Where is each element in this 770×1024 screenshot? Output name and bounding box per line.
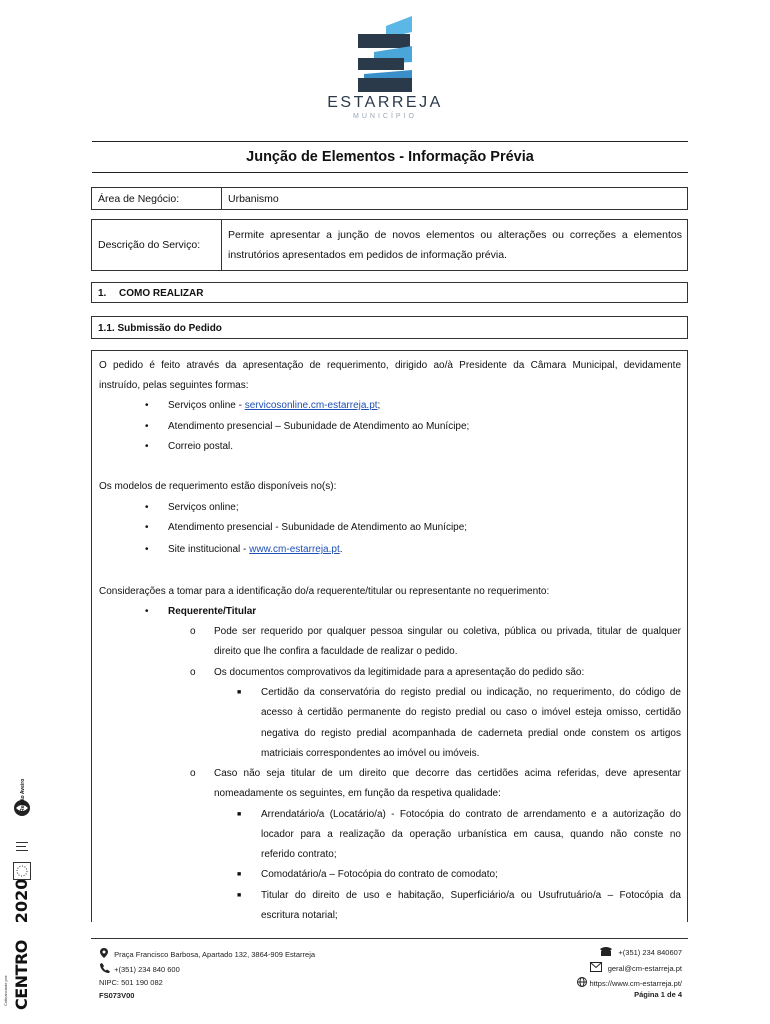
logo-name: ESTARREJA	[327, 94, 443, 111]
description-table	[91, 219, 688, 271]
footer-phone-row	[100, 963, 180, 974]
paragraph-intro-line1: O pedido é feito através da apresentação de requerimento, dirigido ao/à Presidente da Câmara Municipal, devidamente	[99, 360, 681, 371]
bullet-dot: •	[145, 606, 149, 617]
list-item-presencial: Atendimento presencial – Subunidade de Atendimento ao Munícipe;	[168, 421, 470, 432]
bullet-dot: •	[145, 421, 149, 432]
phone-icon	[100, 963, 110, 973]
estarreja-logo-mark	[354, 16, 416, 94]
list-item-online-models: Serviços online;	[168, 502, 239, 513]
year-logo-text: 2020	[12, 878, 31, 924]
quality-item1-line3: referido contrato;	[261, 849, 337, 860]
footer-phone-right-row	[520, 946, 682, 957]
site-institucional-link[interactable]: www.cm-estarreja.pt	[249, 544, 340, 555]
list-item-correio: Correio postal.	[168, 441, 234, 452]
footer-website-row	[520, 977, 682, 988]
footer-phone-right: +(351) 234 840607	[618, 948, 682, 957]
bullet-dot: •	[145, 400, 149, 411]
requerente-item1-line2: direito que lhe confira a faculdade de realizar o pedido.	[214, 646, 458, 657]
paragraph-models: Os modelos de requerimento estão disponíveis no(s):	[99, 481, 337, 492]
regiao-aveiro-text: Região Aveiro	[20, 778, 26, 812]
quality-item3-line2: escritura notarial;	[261, 910, 338, 921]
section-number: 1.	[98, 288, 107, 299]
area-value: Urbanismo	[228, 193, 279, 205]
title-rule-bottom	[92, 172, 688, 173]
subsection-header	[91, 316, 688, 339]
bullet-dot: •	[145, 544, 149, 555]
email-icon	[590, 962, 602, 972]
quality-item1-line2: locador para a realização da operação urbanística em causa, quando não conste no	[261, 829, 681, 840]
requerente-item3-line2: nomeadamente os seguintes, em função da respetiva qualidade:	[214, 788, 501, 799]
footer-email: geral@cm-estarreja.pt	[607, 964, 682, 973]
square-bullet: ■	[237, 811, 242, 818]
globe-icon	[577, 977, 587, 987]
centro2020-logo-group	[12, 879, 32, 1010]
footer-page-number: Página 1 de 4	[634, 990, 682, 999]
list-item-presencial-models: Atendimento presencial - Subunidade de Atendimento ao Munícipe;	[168, 522, 468, 533]
servicos-online-link[interactable]: servicosonline.cm-estarreja.pt	[244, 400, 378, 411]
footer-rule	[91, 938, 688, 939]
footer-address-row	[100, 948, 315, 959]
description-label: Descrição do Serviço:	[98, 239, 201, 251]
bullet-dot: •	[145, 441, 149, 452]
circle-bullet: o	[190, 667, 196, 678]
fund-emblem-icon	[16, 840, 28, 856]
requerente-item1-line1: Pode ser requerido por qualquer pessoa singular ou coletiva, pública ou privada, titular de qualquer	[214, 626, 681, 637]
document-item1-line4: matriciais correspondentes ao imóvel ou imóveis.	[261, 748, 480, 759]
list-item-online: Serviços online - servicosonline.cm-estarreja.pt;	[168, 400, 381, 411]
fax-phone-icon	[600, 946, 612, 956]
list-item-site: Site institucional - www.cm-estarreja.pt.	[168, 544, 343, 555]
quality-item3-line1: Titular do direito de uso e habitação, Superficiário/a ou Usufrutuário/a – Fotocópia da	[261, 890, 681, 901]
footer-phone: +(351) 234 840 600	[114, 965, 180, 974]
description-value-line1: Permite apresentar a junção de novos elementos ou alterações ou correções a elementos	[228, 229, 682, 241]
area-label: Área de Negócio:	[98, 193, 180, 205]
subsection-title: 1.1. Submissão do Pedido	[98, 323, 222, 334]
footer-form-code: FS073V00	[99, 991, 135, 1000]
bullet-dot: •	[145, 502, 149, 513]
area-table	[91, 187, 688, 210]
document-item1-line1: Certidão da conservatória do registo predial ou indicação, no requerimento, do código de	[261, 687, 681, 698]
logo-subtitle: MUNICÍPIO	[353, 113, 417, 120]
section-header	[91, 282, 688, 303]
section-title: COMO REALIZAR	[119, 288, 204, 299]
requerente-heading: Requerente/Titular	[168, 606, 257, 617]
square-bullet: ■	[237, 892, 242, 899]
cofinanced-label: Cofinanciado por:	[3, 974, 8, 1006]
content-box	[91, 350, 688, 922]
location-pin-icon	[100, 948, 108, 958]
quality-item2: Comodatário/a – Fotocópia do contrato de comodato;	[261, 869, 498, 880]
paragraph-considerations: Considerações a tomar para a identificação do/a requerente/titular ou representante no requerimento:	[99, 586, 550, 597]
document-item1-line3: negativa do registo predial acompanhada de caderneta predial onde constem os artigos	[261, 728, 681, 739]
footer-email-row	[520, 962, 682, 973]
requerente-item2: Os documentos comprovativos da legitimidade para a apresentação do pedido são:	[214, 667, 585, 678]
square-bullet: ■	[237, 871, 242, 878]
circle-bullet: o	[190, 768, 196, 779]
bullet-dot: •	[145, 522, 149, 533]
description-value-line2: instrutórios apresentados em pedidos de informação prévia.	[228, 249, 507, 261]
footer-website[interactable]: https://www.cm-estarreja.pt/	[589, 979, 682, 988]
square-bullet: ■	[237, 689, 242, 696]
eu-flag-icon	[13, 862, 31, 880]
paragraph-intro-line2: instruído, pelas seguintes formas:	[99, 380, 249, 391]
page-title: Junção de Elementos - Informação Prévia	[246, 149, 534, 165]
document-item1-line2: acesso à certidão permanente do registo predial ou caso o imóvel esteja omisso, certidão	[261, 707, 681, 718]
footer-address: Praça Francisco Barbosa, Apartado 132, 3864-909 Estarreja	[114, 950, 316, 959]
circle-bullet: o	[190, 626, 196, 637]
footer-nipc: NIPC: 501 190 082	[99, 978, 163, 987]
centro-logo-text: CENTRO	[12, 940, 31, 1010]
quality-item1-line1: Arrendatário/a (Locatário/a) - Fotocópia do contrato de arrendamento e a autorização do	[261, 809, 681, 820]
requerente-item3-line1: Caso não seja titular de um direito que decorre das certidões acima referidas, deve apresentar	[214, 768, 681, 779]
title-rule-top	[92, 141, 688, 142]
